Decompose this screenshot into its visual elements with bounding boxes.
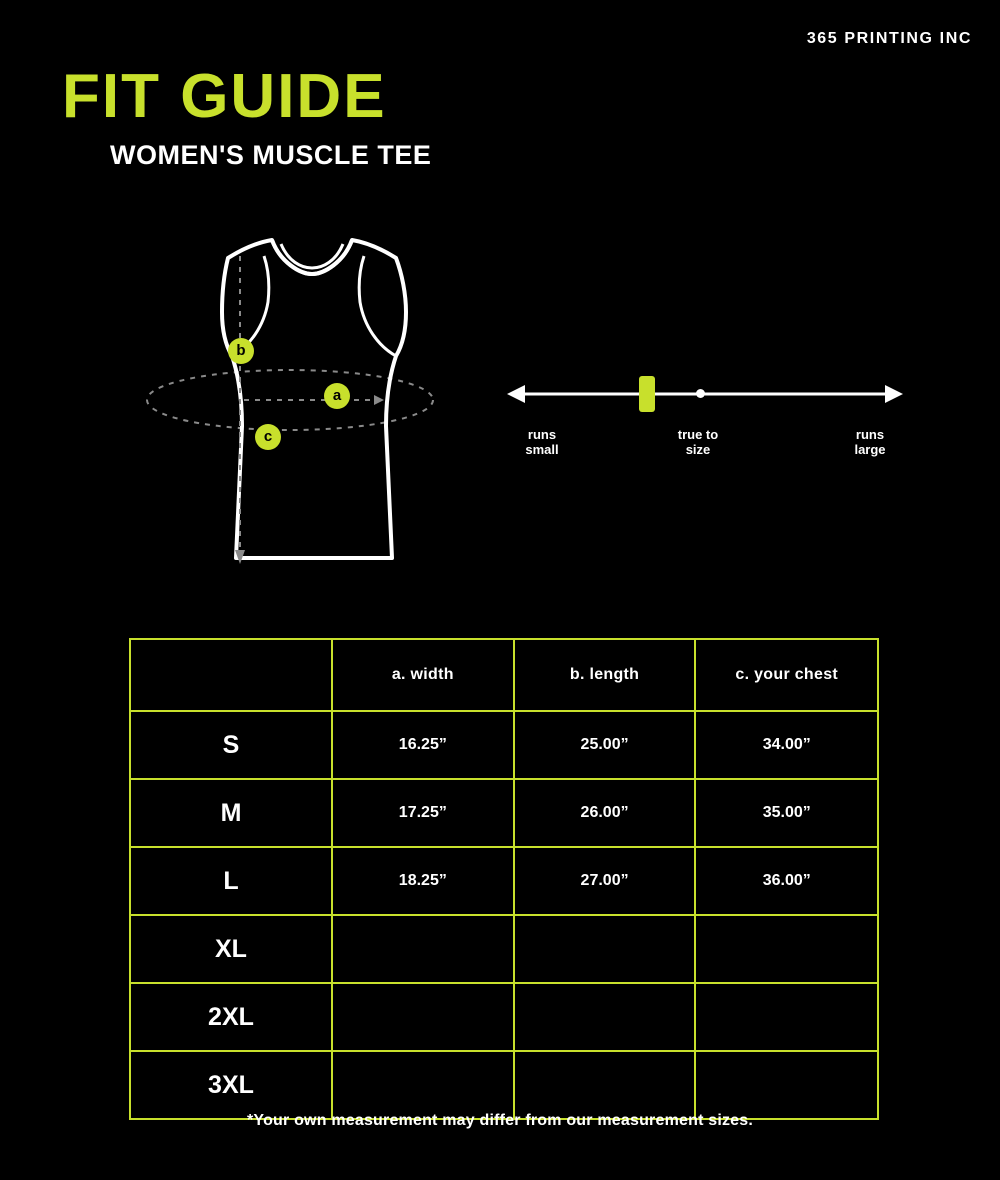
cell-width (332, 915, 514, 983)
table-row (130, 847, 878, 915)
badge-c-chest: c (255, 424, 281, 450)
cell-chest: 36.00” (695, 847, 878, 915)
cell-width (332, 1051, 514, 1119)
cell-chest (695, 983, 878, 1051)
fit-scale (505, 360, 925, 470)
cell-chest (695, 915, 878, 983)
cell-size: M (130, 779, 332, 847)
fit-scale-marker (639, 376, 655, 412)
cell-chest: 34.00” (695, 711, 878, 779)
cell-size: S (130, 711, 332, 779)
cell-width: 16.25” (332, 711, 514, 779)
size-table-head (130, 639, 878, 711)
table-row (130, 779, 878, 847)
cell-chest: 35.00” (695, 779, 878, 847)
cell-length: 26.00” (514, 779, 696, 847)
runs-large-line2: large (854, 441, 886, 457)
badge-a-width: a (324, 383, 350, 409)
cell-length (514, 983, 696, 1051)
cell-length: 25.00” (514, 711, 696, 779)
size-table-body (130, 711, 878, 1119)
true-to-size-line2: size (685, 441, 711, 457)
page-title: FIT GUIDE (62, 62, 387, 131)
size-table-container (129, 638, 879, 1120)
fit-scale-label-runs-small (507, 428, 577, 458)
true-to-size-line1: true to (677, 427, 719, 442)
cell-width: 18.25” (332, 847, 514, 915)
armhole-right (359, 256, 396, 356)
fit-scale-axis (505, 360, 905, 422)
table-row (130, 915, 878, 983)
page-subtitle: WOMEN'S MUSCLE TEE (110, 140, 432, 170)
brand-label: 365 PRINTING INC (806, 30, 972, 47)
header-blank (130, 639, 332, 711)
footnote: *Your own measurement may differ from our measurement sizes. (246, 1112, 754, 1129)
cell-length (514, 1051, 696, 1119)
table-header-row (130, 639, 878, 711)
runs-large-line1: runs (855, 427, 885, 442)
badge-b-length: b (228, 338, 254, 364)
header-width: a. width (332, 639, 514, 711)
cell-chest (695, 1051, 878, 1119)
fit-scale-center-dot (696, 389, 705, 398)
cell-length (514, 915, 696, 983)
measure-arrow-a-width (244, 395, 384, 405)
header-length: b. length (514, 639, 696, 711)
runs-small-line2: small (525, 441, 559, 457)
shirt-svg (140, 228, 470, 588)
size-table (129, 638, 879, 1120)
cell-width (332, 983, 514, 1051)
muscle-tee-illustration (140, 228, 470, 588)
cell-size: XL (130, 915, 332, 983)
table-row (130, 983, 878, 1051)
fit-scale-label-true-to-size (660, 428, 736, 458)
cell-width: 17.25” (332, 779, 514, 847)
fit-scale-label-runs-large (835, 428, 905, 458)
cell-size: 3XL (130, 1051, 332, 1119)
cell-size: 2XL (130, 983, 332, 1051)
table-row (130, 711, 878, 779)
table-row (130, 1051, 878, 1119)
header-chest: c. your chest (695, 639, 878, 711)
cell-length: 27.00” (514, 847, 696, 915)
cell-size: L (130, 847, 332, 915)
runs-small-line1: runs (527, 427, 557, 442)
